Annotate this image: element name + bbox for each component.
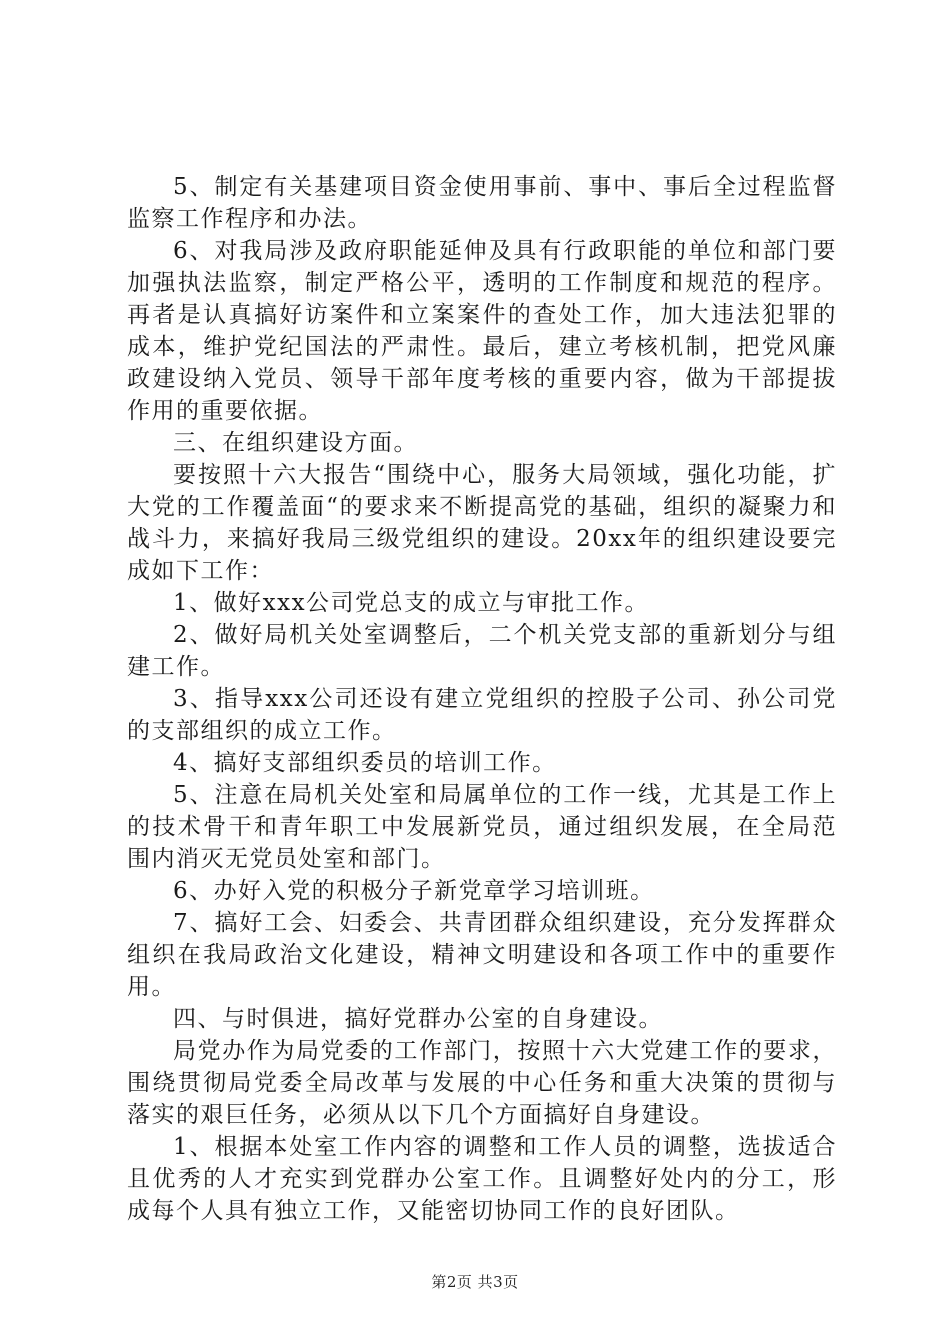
paragraph-org-item-3: 3、指导xxx公司还设有建立党组织的控股子公司、孙公司党的支部组织的成立工作。 — [127, 686, 837, 744]
paragraph-item-5-budget-supervision: 5、制定有关基建项目资金使用事前、事中、事后全过程监督监察工作程序和办法。 — [127, 174, 837, 232]
paragraph-org-item-1: 1、做好xxx公司党总支的成立与审批工作。 — [173, 590, 650, 616]
paragraph-self-building-intro: 局党办作为局党委的工作部门，按照十六大党建工作的要求，围绕贯彻局党委全局改革与发展的中心任务和重大决策的贯彻与落实的艰巨任务，必须从以下几个方面搞好自身建设。 — [127, 1038, 837, 1128]
page-number-footer: 第2页 共3页 — [431, 1273, 519, 1291]
paragraph-self-building-item-1: 1、根据本处室工作内容的调整和工作人员的调整，选拔适合且优秀的人才充实到党群办公室工作。且调整好处内的分工，形成每个人具有独立工作，又能密切协同工作的良好团队。 — [127, 1134, 837, 1224]
paragraph-org-item-2: 2、做好局机关处室调整后，二个机关党支部的重新划分与组建工作。 — [127, 622, 837, 680]
document-body — [127, 171, 837, 1227]
paragraph-org-item-5: 5、注意在局机关处室和局属单位的工作一线，尤其是工作上的技术骨干和青年职工中发展新党员，通过组织发展，在全局范围内消灭无党员处室和部门。 — [127, 782, 837, 872]
paragraph-org-item-4: 4、搞好支部组织委员的培训工作。 — [173, 750, 557, 776]
paragraph-org-item-6: 6、办好入党的积极分子新党章学习培训班。 — [173, 878, 655, 904]
paragraph-org-item-7: 7、搞好工会、妇委会、共青团群众组织建设，充分发挥群众组织在我局政治文化建设，精神文明建设和各项工作中的重要作用。 — [127, 910, 837, 1000]
paragraph-organization-intro: 要按照十六大报告“围绕中心，服务大局领域，强化功能，扩大党的工作覆盖面“的要求来不断提高党的基础，组织的凝聚力和战斗力，来搞好我局三级党组织的建设。20xx年的组织建设要完成如下工作： — [127, 462, 837, 584]
paragraph-item-6-law-enforcement: 6、对我局涉及政府职能延伸及具有行政职能的单位和部门要加强执法监察，制定严格公平，透明的工作制度和规范的程序。再者是认真搞好访案件和立案案件的查处工作，加大违法犯罪的成本，维护党纪国法的严肃性。最后，建立考核机制，把党风廉政建设纳入党员、领导干部年度考核的重要内容，做为干部提拔作用的重要依据。 — [127, 238, 837, 424]
section-heading-organization: 三、在组织建设方面。 — [173, 430, 418, 456]
section-heading-self-building: 四、与时俱进，搞好党群办公室的自身建设。 — [173, 1006, 663, 1032]
